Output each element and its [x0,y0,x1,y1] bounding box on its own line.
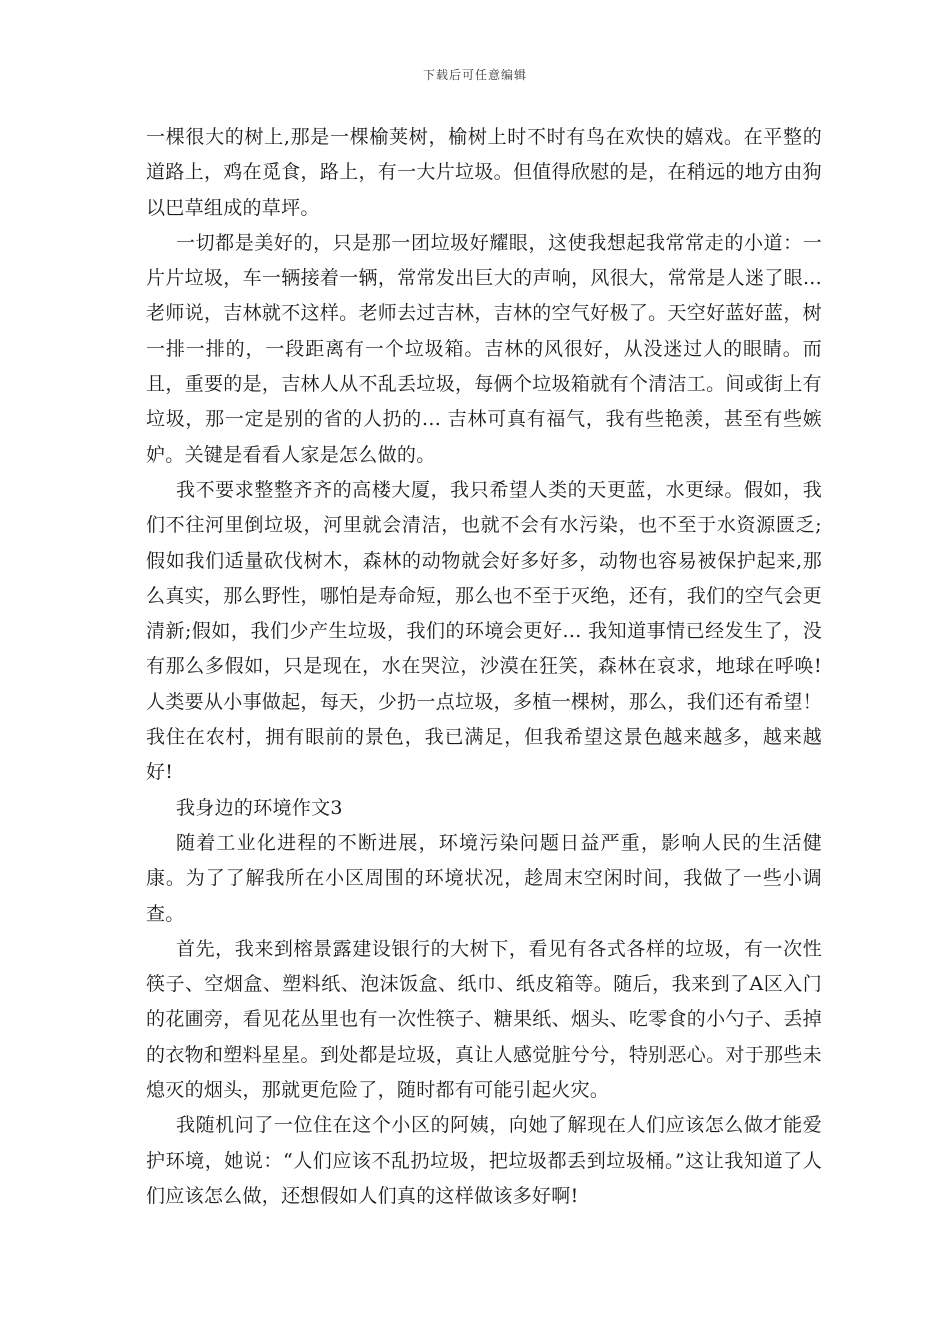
section-paragraph-2: 首先，我来到榕景露建设银行的大树下，看见有各式各样的垃圾，有一次性筷子、空烟盒、塑料纸、泡沫饭盒、纸巾、纸皮箱等。随后，我来到了A区入门的花圃旁，看见花丛里也有一次性筷子、糖果纸、烟头、吃零食的小勺子、丢掉的衣物和塑料星星。到处都是垃圾，真让人感觉脏兮兮，特别恶心。对于那些未熄灭的烟头，那就更危险了，随时都有可能引起火灾。 [146,937,822,1102]
paragraph-3: 我不要求整整齐齐的高楼大厦，我只希望人类的天更蓝，水更绿。假如，我们不往河里倒垃圾，河里就会清洁，也就不会有水污染，也不至于水资源匮乏;假如我们适量砍伐树木，森林的动物就会好多好多，动物也容易被保护起来,那么真实，那么野性，哪怕是寿命短，那么也不至于灭绝，还有，我们的空气会更清新;假如，我们少产生垃圾，我们的环境会更好... 我知道事情已经发生了，没有那么多假如，只是现在，水在哭泣，沙漠在狂笑，森林在哀求，地球在呼唤!人类要从小事做起，每天，少扔一点垃圾，多植一棵树，那么，我们还有希望！我住在农村，拥有眼前的景色，我已满足，但我希望这景色越来越多，越来越好! [146,478,822,784]
paragraph-1: 一棵很大的树上,那是一棵榆荚树，榆树上时不时有鸟在欢快的嬉戏。在平整的道路上，鸡在觅食，路上，有一大片垃圾。但值得欣慰的是，在稍远的地方由狗以巴草组成的草坪。 [146,126,822,219]
section-paragraph-3: 我随机问了一位住在这个小区的阿姨，向她了解现在人们应该怎么做才能爱护环境，她说：“人们应该不乱扔垃圾，把垃圾都丢到垃圾桶。”这让我知道了人们应该怎么做，还想假如人们真的这样做该多好啊! [146,1114,822,1207]
section-paragraph-1: 随着工业化进程的不断进展，环境污染问题日益严重，影响人民的生活健康。为了了解我所在小区周围的环境状况，趁周末空闲时间，我做了一些小调查。 [146,831,822,925]
document-body [146,120,822,1214]
section-title: 我身边的环境作文3 [176,796,343,819]
paragraph-2: 一切都是美好的，只是那一团垃圾好耀眼，这使我想起我常常走的小道：一片片垃圾，车一辆接着一辆，常常发出巨大的声响，风很大，常常是人迷了眼... 老师说，吉林就不这样。老师去过吉林，吉林的空气好极了。天空好蓝好蓝，树一排一排的，一段距离有一个垃圾箱。吉林的风很好，从没迷过人的眼睛。而且，重要的是，吉林人从不乱丢垃圾，每俩个垃圾箱就有个清洁工。间或街上有垃圾，那一定是别的省的人扔的... 吉林可真有福气，我有些艳羡，甚至有些嫉妒。关键是看看人家是怎么做的。 [146,231,822,466]
page-header: 下载后可任意编辑 [422,68,527,82]
